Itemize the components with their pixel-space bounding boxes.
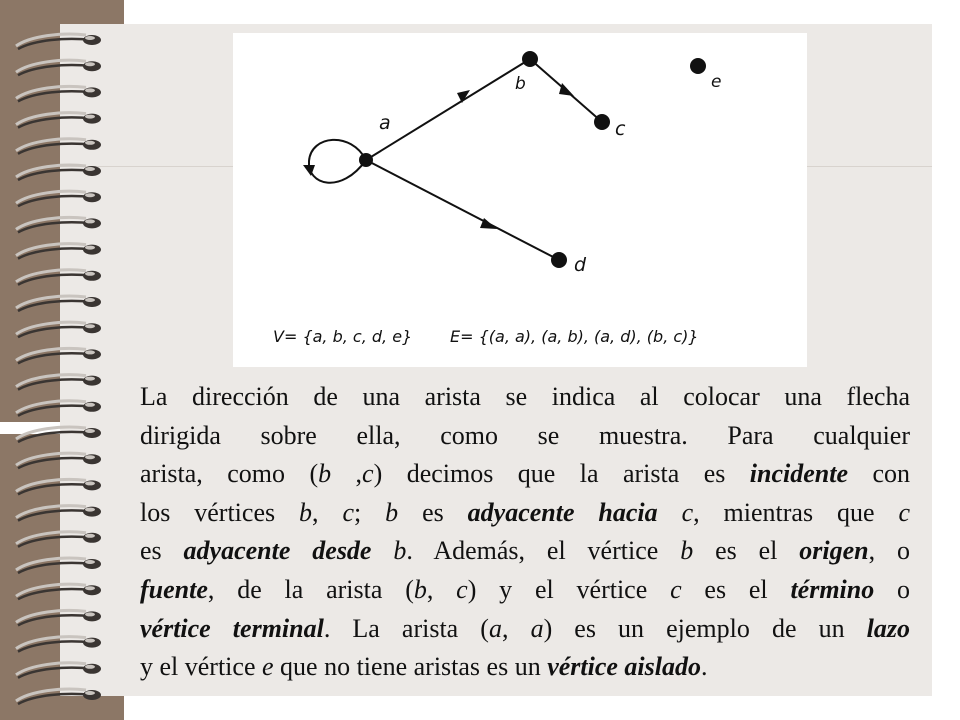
spiral-ring-icon [16, 139, 101, 154]
spiral-ring-icon [16, 60, 101, 75]
label-c: c [615, 118, 626, 140]
paragraph-line [140, 378, 910, 417]
definition-paragraph [140, 378, 910, 687]
graph-figure [233, 33, 807, 367]
spiral-ring-icon [16, 34, 101, 49]
math-variable: a [488, 613, 502, 643]
math-variable: c [681, 497, 694, 527]
math-variable: a [530, 613, 544, 643]
text-run: . La arista ( [323, 613, 489, 643]
text-run [658, 498, 682, 527]
term-bold-italic: vértice terminal [140, 613, 324, 643]
spiral-ring-icon [16, 191, 101, 206]
text-run: , [426, 574, 457, 604]
spiral-ring-icon [16, 348, 101, 363]
text-run: , [501, 613, 531, 643]
term-bold-italic: adyacente hacia [467, 497, 658, 527]
paragraph-line [140, 648, 910, 687]
text-run: La dirección de una arista se indica al colocar una flecha [140, 382, 910, 411]
math-variable: e [262, 652, 274, 682]
text-run: . Además, el vértice [406, 536, 681, 566]
text-run: es el [681, 574, 791, 604]
math-variable: b [299, 497, 313, 527]
spiral-ring-icon [16, 270, 101, 285]
math-variable: c [342, 497, 354, 527]
paragraph-line [140, 532, 910, 571]
spiral-ring-icon [16, 584, 101, 599]
term-bold-italic: término [790, 574, 875, 604]
text-run: ) decimos que la arista es [373, 459, 750, 489]
spiral-ring-icon [16, 113, 101, 128]
math-variable: b [318, 459, 332, 489]
text-run: , o [868, 536, 911, 566]
paragraph-line [140, 494, 910, 533]
vertex-a [359, 153, 373, 167]
math-variable: b [393, 536, 407, 566]
text-run: ) es un ejemplo de un [543, 613, 867, 643]
text-run: , de la arista ( [207, 574, 414, 604]
text-run: es el [693, 536, 800, 566]
spiral-ring-icon [16, 558, 101, 573]
edge-a-a-loop [309, 140, 366, 183]
text-run [371, 536, 393, 565]
text-run: y el vértice [140, 652, 262, 682]
text-run: que no tiene aristas es un [273, 652, 548, 682]
text-run: o [874, 574, 911, 604]
text-run: con [848, 459, 910, 489]
spiral-ring-icon [16, 375, 101, 390]
spiral-ring-icon [16, 532, 101, 547]
term-bold-italic: adyacente desde [183, 536, 372, 566]
text-run: , mientras que [693, 497, 899, 527]
math-variable: b [680, 536, 694, 566]
text-run: arista, como ( [140, 459, 319, 489]
term-bold-italic: origen [799, 536, 869, 566]
text-run: . [701, 652, 708, 682]
math-variable: c [456, 574, 468, 604]
directed-graph [233, 33, 807, 367]
edge-b-c-arrow-icon [559, 83, 574, 96]
math-variable: c [670, 574, 682, 604]
vertex-set: V= {a, b, c, d, e} [273, 327, 413, 346]
term-bold-italic: fuente [140, 574, 208, 604]
edge-a-d [366, 160, 559, 260]
text-run: es [398, 497, 468, 527]
spiral-ring-icon [16, 322, 101, 337]
text-run: dirigida sobre ella, como se muestra. Para cualquier [140, 420, 910, 450]
term-bold-italic: vértice aislado [547, 652, 701, 682]
math-variable: b [413, 574, 427, 604]
spiral-ring-icon [16, 401, 101, 416]
spiral-ring-icon [16, 689, 101, 704]
vertex-e [690, 58, 706, 74]
math-variable: c [898, 497, 910, 527]
paragraph-line [140, 571, 910, 610]
spiral-ring-icon [16, 506, 101, 521]
edge-a-b [366, 59, 530, 160]
vertex-b [522, 51, 538, 67]
text-run: ) y el vértice [467, 574, 671, 604]
spiral-ring-icon [16, 663, 101, 678]
text-run: , [312, 497, 343, 527]
math-variable: c [362, 459, 374, 489]
label-b: b [515, 74, 526, 94]
spiral-ring-icon [16, 427, 101, 442]
vertex-d [551, 252, 567, 268]
paragraph-line [140, 455, 910, 494]
label-e: e [711, 72, 722, 92]
edge-set: E= {(a, a), (a, b), (a, d), (b, c)} [450, 327, 699, 346]
spiral-binding [0, 0, 110, 720]
spiral-ring-icon [16, 244, 101, 259]
label-a: a [379, 112, 391, 134]
spiral-ring-icon [16, 610, 101, 625]
spiral-ring-icon [16, 637, 101, 652]
text-run: los vértices [140, 497, 300, 527]
spiral-ring-icon [16, 217, 101, 232]
text-run: , [331, 459, 363, 489]
text-run: es [140, 536, 184, 566]
math-variable: b [385, 497, 399, 527]
spiral-ring-icon [16, 479, 101, 494]
text-run: ; [354, 497, 386, 527]
spiral-ring-icon [16, 86, 101, 101]
label-d: d [574, 254, 587, 276]
paragraph-line [140, 417, 910, 456]
term-bold-italic: lazo [866, 613, 911, 643]
spiral-ring-icon [16, 165, 101, 180]
term-bold-italic: incidente [749, 459, 849, 489]
spiral-ring-icon [16, 296, 101, 311]
paragraph-line [140, 610, 910, 649]
spiral-ring-icon [16, 453, 101, 468]
vertex-c [594, 114, 610, 130]
